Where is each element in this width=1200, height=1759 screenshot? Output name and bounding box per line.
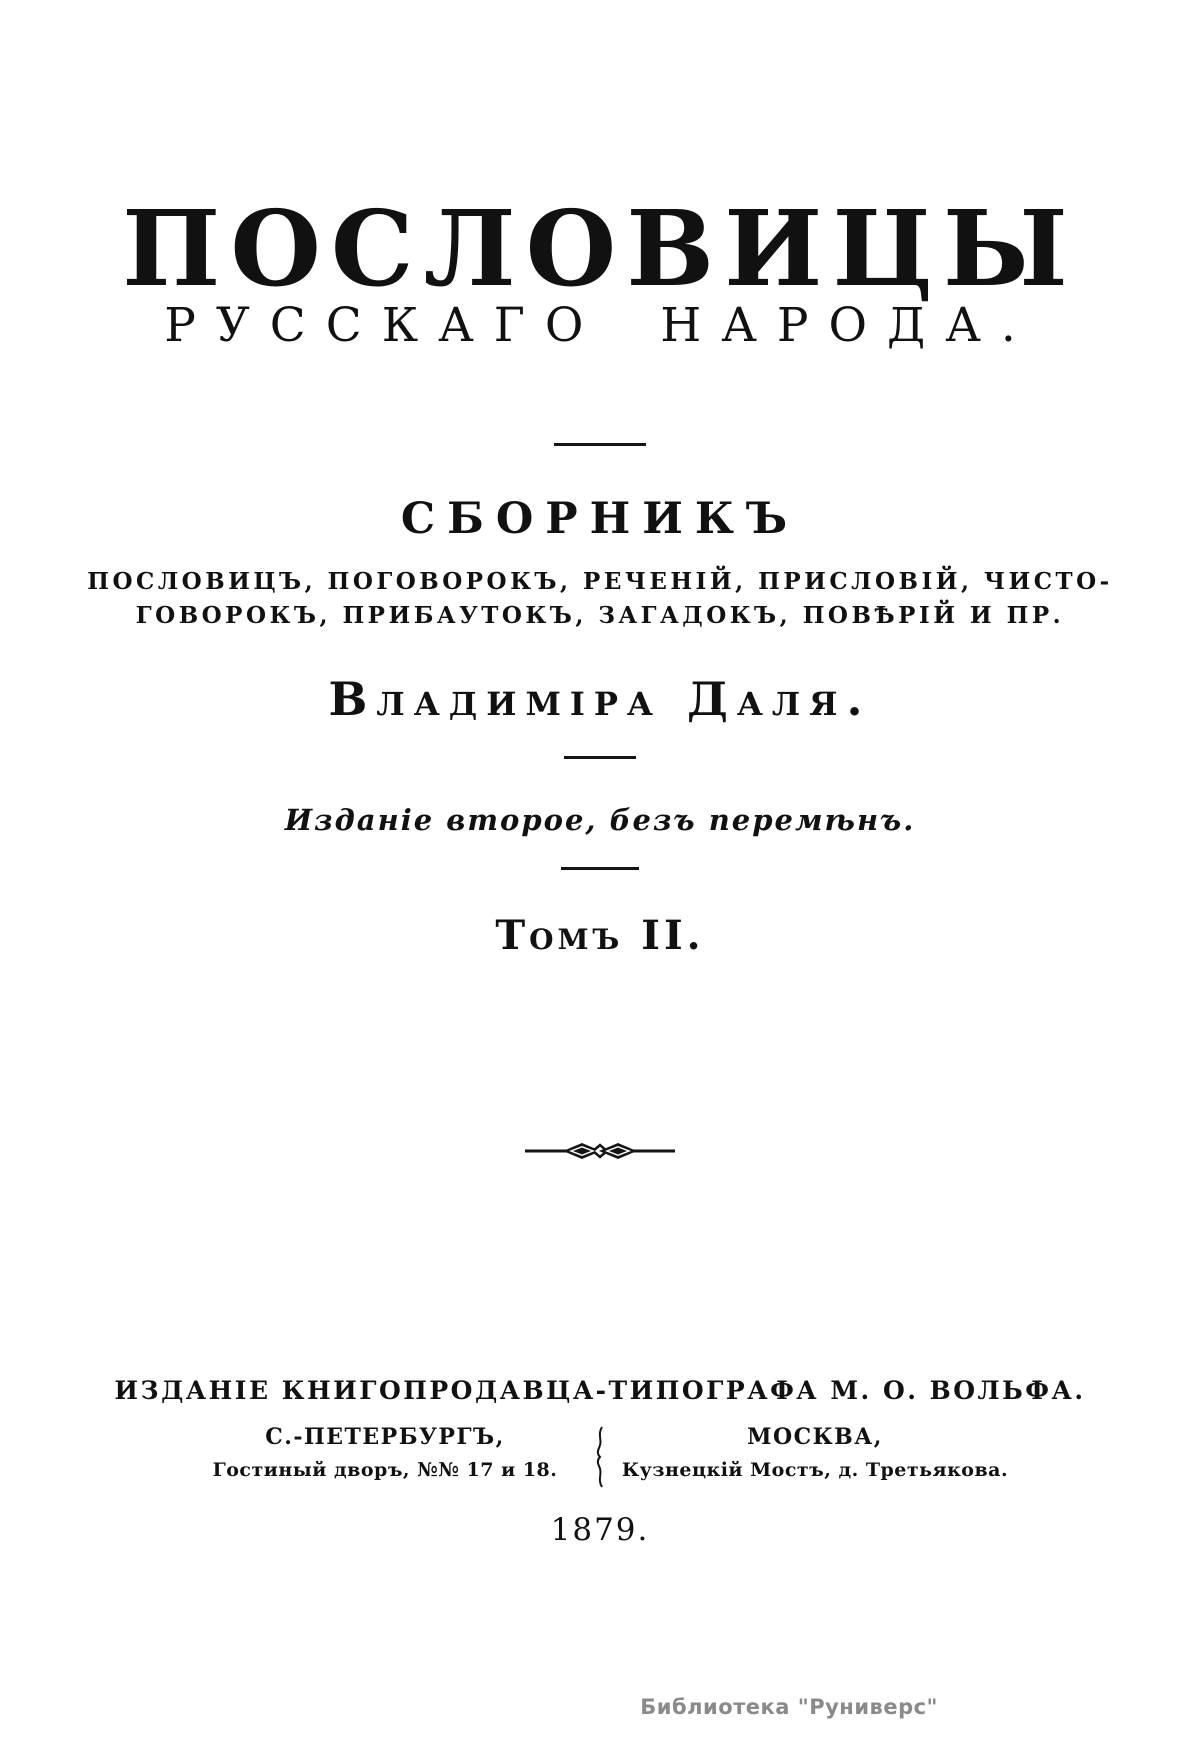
subtitle-block xyxy=(0,565,1200,633)
imprint-block xyxy=(0,1424,1200,1488)
divider-ornament xyxy=(525,1138,675,1168)
edition-note: Изданіе второе, безъ перемѣнъ. xyxy=(284,803,916,837)
book-title: ПОСЛОВИЦЫ xyxy=(122,187,1078,310)
subtitle-line-1: ПОСЛОВИЦЪ, ПОГОВОРОКЪ, РЕЧЕНІЙ, ПРИСЛОВІЙ, ЧИСТО- xyxy=(87,568,1113,595)
book-title-line2: РУССКАГО НАРОДА. xyxy=(164,298,1036,353)
volume-label: Томъ II. xyxy=(495,912,705,959)
subtitle-line-2: ГОВОРОКЪ, ПРИБАУТОКЪ, ЗАГАДОКЪ, ПОВѢРІЙ И ПР. xyxy=(135,602,1065,629)
imprint-right-address: Кузнецкій Мостъ, д. Третьякова. xyxy=(621,1459,1009,1481)
imprint-left-city: С.-ПЕТЕРБУРГЪ, xyxy=(265,1424,505,1450)
publication-year: 1879. xyxy=(550,1512,650,1548)
collection-heading: СБОРНИКЪ xyxy=(400,494,800,544)
publisher-line: ИЗДАНІЕ КНИГОПРОДАВЦА-ТИПОГРАФА М. О. ВОЛЬФА. xyxy=(114,1376,1086,1405)
imprint-right xyxy=(620,1424,1010,1481)
imprint-brace-icon xyxy=(580,1424,620,1488)
imprint-left xyxy=(190,1424,580,1481)
divider-rule-1 xyxy=(554,443,646,446)
library-watermark: Библиотека "Руниверс" xyxy=(640,1695,938,1719)
author-name: Владиміра Даля. xyxy=(328,672,872,726)
divider-rule-2 xyxy=(564,756,636,759)
imprint-right-city: МОСКВА, xyxy=(747,1424,883,1450)
imprint-left-address: Гостиный дворъ, №№ 17 и 18. xyxy=(212,1459,558,1481)
divider-rule-3 xyxy=(561,867,639,870)
